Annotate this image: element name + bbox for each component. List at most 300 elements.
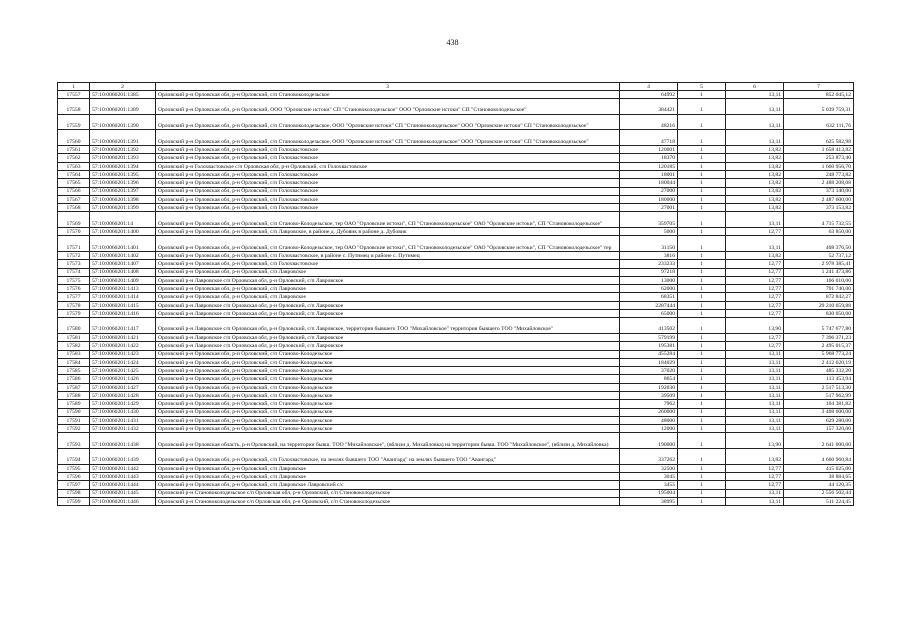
- area-value: 120001: [620, 146, 678, 154]
- cadastral-value: 2 556 502,44: [784, 489, 854, 497]
- address-description: Орловский р-н Орловская обл, р-н Орловский, с/п Голохвастовское: [156, 154, 620, 162]
- cadastral-number: 57:10:0060201:1438: [90, 433, 156, 449]
- rate-value: 13,11: [726, 497, 784, 505]
- table-row: [58, 146, 854, 154]
- address-description: Орловский р-н Орловская обл, р-н Орловский, с/п Голохвастовское: [156, 170, 620, 178]
- address-description: Орловский р-н Орловская обл, р-н Орловский, с/п Лавровское: [156, 293, 620, 301]
- table-row: [58, 162, 854, 170]
- area-value: 12000: [620, 425, 678, 433]
- rate-value: 12,77: [726, 285, 784, 293]
- table-body: [58, 91, 854, 506]
- table-row: [58, 383, 854, 391]
- address-description: Орловский р-н Орловская обл, р-н Орловский, с/п Голохвастовское, в районе с. Путимец и районе с. Путимец: [156, 251, 620, 259]
- cadastral-value: 29 210 659,88: [784, 301, 854, 309]
- quantity-value: 1: [678, 318, 726, 334]
- area-value: 68351: [620, 293, 678, 301]
- cadastral-value: 2 641 000,00: [784, 433, 854, 449]
- area-value: 38995: [620, 497, 678, 505]
- area-value: 413502: [620, 318, 678, 334]
- address-description: Орловский р-н Орловская обл, р-н Орловский, с/п Голохвастовское: [156, 204, 620, 212]
- cadastral-number: 57:10:0060201:1398: [90, 195, 156, 203]
- area-value: 31150: [620, 236, 678, 252]
- area-value: 180044: [620, 179, 678, 187]
- row-number: 17568: [58, 204, 90, 212]
- row-number: 17590: [58, 408, 90, 416]
- quantity-value: 1: [678, 433, 726, 449]
- row-number: 17578: [58, 301, 90, 309]
- address-description: Орловский р-н Орловская обл, р-н Орловский, с/п Станово-Колодезьское: [156, 391, 620, 399]
- area-value: 32500: [620, 464, 678, 472]
- cadastral-value: 5 039 759,31: [784, 99, 854, 115]
- cadastral-number: 57:10:0060201:1391: [90, 130, 156, 146]
- rate-value: 13,11: [726, 114, 784, 130]
- address-description: Орловский р-н Орловская обл, р-н Орловский, с/п Станово-Колодезьское, тер ОАО "Орловские истоки", СП "Становоколодезьское" ОАО "Орловские истоки", СП "Становоколодезьское": [156, 212, 620, 228]
- cadastral-number: 57:10:0060201:1421: [90, 333, 156, 341]
- rate-value: 13,82: [726, 179, 784, 187]
- col-header-6: 6: [726, 83, 784, 91]
- quantity-value: 1: [678, 146, 726, 154]
- quantity-value: 1: [678, 114, 726, 130]
- rate-value: 12,77: [726, 301, 784, 309]
- cadastral-table: [57, 82, 854, 506]
- cadastral-value: 166 010,00: [784, 276, 854, 284]
- col-header-4: 4: [620, 83, 678, 91]
- rate-value: 12,77: [726, 228, 784, 236]
- area-value: 3455: [620, 481, 678, 489]
- table-row: [58, 99, 854, 115]
- rate-value: 13,11: [726, 416, 784, 424]
- cadastral-value: 1 658 413,82: [784, 146, 854, 154]
- cadastral-number: 57:10:0060201:1400: [90, 228, 156, 236]
- row-number: 17582: [58, 342, 90, 350]
- row-number: 17597: [58, 481, 90, 489]
- rate-value: 12,77: [726, 333, 784, 341]
- area-value: 7962: [620, 400, 678, 408]
- row-number: 17592: [58, 425, 90, 433]
- quantity-value: 1: [678, 260, 726, 268]
- cadastral-value: 3 408 600,00: [784, 408, 854, 416]
- area-value: 48216: [620, 114, 678, 130]
- row-number: 17595: [58, 464, 90, 472]
- rate-value: 13,82: [726, 204, 784, 212]
- table-header: [58, 83, 854, 91]
- address-description: Орловский р-н Становоколодезьское с/п Орловская обл, р-н Орловский, с/п Становоколодезьское: [156, 497, 620, 505]
- area-value: 47718: [620, 130, 678, 146]
- area-value: 3816: [620, 251, 678, 259]
- cadastral-value: 7 396 371,23: [784, 333, 854, 341]
- area-value: 18001: [620, 170, 678, 178]
- cadastral-number: 57:10:0060201:1416: [90, 310, 156, 318]
- row-number: 17586: [58, 375, 90, 383]
- cadastral-value: 830 050,00: [784, 310, 854, 318]
- row-number: 17593: [58, 433, 90, 449]
- table-row: [58, 367, 854, 375]
- row-number: 17558: [58, 99, 90, 115]
- quantity-value: 1: [678, 251, 726, 259]
- row-number: 17599: [58, 497, 90, 505]
- quantity-value: 1: [678, 310, 726, 318]
- cadastral-value: 1 241 473,86: [784, 268, 854, 276]
- area-value: 8654: [620, 375, 678, 383]
- cadastral-value: 5 747 677,80: [784, 318, 854, 334]
- row-number: 17557: [58, 91, 90, 99]
- table-row: [58, 154, 854, 162]
- table-row: [58, 204, 854, 212]
- quantity-value: 1: [678, 400, 726, 408]
- row-number: 17575: [58, 276, 90, 284]
- cadastral-number: 57:10:0060201:1445: [90, 489, 156, 497]
- table-row: [58, 285, 854, 293]
- quantity-value: 1: [678, 212, 726, 228]
- cadastral-number: 57:10:0060201:1402: [90, 251, 156, 259]
- row-number: 17585: [58, 367, 90, 375]
- rate-value: 13,11: [726, 489, 784, 497]
- cadastral-number: 57:10:0060201:1395: [90, 170, 156, 178]
- rate-value: 13,11: [726, 375, 784, 383]
- row-number: 17577: [58, 293, 90, 301]
- row-number: 17576: [58, 285, 90, 293]
- cadastral-number: 57:10:0060201:1428: [90, 391, 156, 399]
- address-description: Орловский р-н Орловская обл, р-н Орловский, с/п Станово-Колодезьское: [156, 358, 620, 366]
- cadastral-value: 485 332,20: [784, 367, 854, 375]
- cadastral-value: 38 884,65: [784, 472, 854, 480]
- address-description: Орловский р-н Орловская обл, р-н Орловский, с/п Лавровское: [156, 285, 620, 293]
- table-row: [58, 114, 854, 130]
- cadastral-value: 4 715 732,55: [784, 212, 854, 228]
- address-description: Орловский р-н Орловская обл, р-н Орловский, с/п Лавровское: [156, 268, 620, 276]
- quantity-value: 1: [678, 408, 726, 416]
- cadastral-value: 2 517 513,30: [784, 383, 854, 391]
- area-value: 233233: [620, 260, 678, 268]
- rate-value: 12,77: [726, 342, 784, 350]
- area-value: 384421: [620, 99, 678, 115]
- row-number: 17598: [58, 489, 90, 497]
- table-row: [58, 449, 854, 465]
- area-value: 120185: [620, 162, 678, 170]
- cadastral-number: 57:10:0060201:1443: [90, 472, 156, 480]
- quantity-value: 1: [678, 367, 726, 375]
- table-row: [58, 472, 854, 480]
- address-description: Орловский р-н Орловская обл, р-н Орловский, с/п Голохвастовское: [156, 195, 620, 203]
- cadastral-number: 57:10:0060201:1427: [90, 383, 156, 391]
- cadastral-value: 791 740,00: [784, 285, 854, 293]
- quantity-value: 1: [678, 195, 726, 203]
- cadastral-value: 408 376,50: [784, 236, 854, 252]
- row-number: 17580: [58, 318, 90, 334]
- row-number: 17562: [58, 154, 90, 162]
- table-row: [58, 236, 854, 252]
- rate-value: 12,77: [726, 268, 784, 276]
- rate-value: 12,77: [726, 472, 784, 480]
- cadastral-value: 248 773,82: [784, 170, 854, 178]
- table-row: [58, 260, 854, 268]
- rate-value: 13,82: [726, 162, 784, 170]
- quantity-value: 1: [678, 449, 726, 465]
- rate-value: 13,90: [726, 318, 784, 334]
- quantity-value: 1: [678, 268, 726, 276]
- address-description: Орловский р-н Лавровское с/п Орловская обл, р-н Орловский, с/п Лавровское: [156, 342, 620, 350]
- table-row: [58, 497, 854, 505]
- table-row: [58, 481, 854, 489]
- cadastral-number: 57:10:0060201:1426: [90, 375, 156, 383]
- table-row: [58, 251, 854, 259]
- cadastral-value: 852 045,12: [784, 91, 854, 99]
- quantity-value: 1: [678, 472, 726, 480]
- rate-value: 13,82: [726, 187, 784, 195]
- area-value: 48000: [620, 416, 678, 424]
- address-description: Орловский р-н Лавровское с/п Орловская обл, р-н Орловский, с/п Лавровское, территория бывшего ТОО "Михайловское" территория бывшего ТОО "Михайловское": [156, 318, 620, 334]
- cadastral-number: 57:10:0060201:1439: [90, 449, 156, 465]
- address-description: Орловский р-н Лавровское с/п Орловская обл, р-н Орловский, с/п Лавровское: [156, 333, 620, 341]
- cadastral-value: 373 140,00: [784, 187, 854, 195]
- area-value: 190000: [620, 433, 678, 449]
- quantity-value: 1: [678, 416, 726, 424]
- cadastral-number: 57:10:0060201:1442: [90, 464, 156, 472]
- cadastral-number: 57:10:0060201:1431: [90, 416, 156, 424]
- address-description: Орловский р-н Голохвастовское с/п Орловская обл, р-н Орловский, с/п Голохвастовское: [156, 162, 620, 170]
- area-value: 3045: [620, 472, 678, 480]
- cadastral-value: 2 495 015,37: [784, 342, 854, 350]
- cadastral-value: 632 111,76: [784, 114, 854, 130]
- table-row: [58, 170, 854, 178]
- cadastral-value: 253 873,40: [784, 154, 854, 162]
- rate-value: 12,77: [726, 260, 784, 268]
- cadastral-number: 57:10:0060201:1396: [90, 179, 156, 187]
- rate-value: 13,90: [726, 433, 784, 449]
- cadastral-value: 625 582,98: [784, 130, 854, 146]
- rate-value: 13,82: [726, 146, 784, 154]
- cadastral-number: 57:10:0060201:1393: [90, 154, 156, 162]
- table-row: [58, 416, 854, 424]
- table-row: [58, 318, 854, 334]
- address-description: Орловский р-н Орловская обл, р-н Орловский, с/п Станово-Колодезьское: [156, 425, 620, 433]
- cadastral-number: 57:10:0060201:1415: [90, 301, 156, 309]
- rate-value: 13,82: [726, 154, 784, 162]
- address-description: Орловский р-н Орловская обл, р-н Орловский, с/п Станово-Колодезьское: [156, 350, 620, 358]
- area-value: 62000: [620, 285, 678, 293]
- cadastral-value: 2 412 620,19: [784, 358, 854, 366]
- row-number: 17571: [58, 236, 90, 252]
- address-description: Орловский р-н Орловская обл, р-н Орловский, с/п Голохвастовское, на землях бывшего ТОО "Авангард" на землях бывшего ТОО "Авангард": [156, 449, 620, 465]
- quantity-value: 1: [678, 130, 726, 146]
- cadastral-number: 57:10:0060201:1389: [90, 99, 156, 115]
- table-row: [58, 293, 854, 301]
- address-description: Орловский р-н Орловская обл, р-н Орловский, с/п Голохвастовское: [156, 187, 620, 195]
- quantity-value: 1: [678, 91, 726, 99]
- rate-value: 12,77: [726, 276, 784, 284]
- row-number: 17584: [58, 358, 90, 366]
- address-description: Орловский р-н Орловская обл, р-н Орловский, с/п Станово-Колодезьское: [156, 375, 620, 383]
- table-row: [58, 179, 854, 187]
- quantity-value: 1: [678, 350, 726, 358]
- row-number: 17572: [58, 251, 90, 259]
- address-description: Орловский р-н Орловская обл, р-н Орловский, с/п Голохвастовское: [156, 260, 620, 268]
- rate-value: 13,11: [726, 425, 784, 433]
- quantity-value: 1: [678, 391, 726, 399]
- area-value: 260000: [620, 408, 678, 416]
- address-description: Орловский р-н Лавровское с/п Орловская обл, р-н Орловский, с/п Лавровское: [156, 276, 620, 284]
- quantity-value: 1: [678, 481, 726, 489]
- row-number: 17596: [58, 472, 90, 480]
- table-row: [58, 408, 854, 416]
- address-description: Орловский р-н Лавровское с/п Орловская обл, р-н Орловский, с/п Лавровское: [156, 301, 620, 309]
- row-number: 17559: [58, 114, 90, 130]
- quantity-value: 1: [678, 333, 726, 341]
- area-value: 579199: [620, 333, 678, 341]
- table-row: [58, 228, 854, 236]
- col-header-7: 7: [784, 83, 854, 91]
- area-value: 65000: [620, 310, 678, 318]
- rate-value: 13,11: [726, 91, 784, 99]
- table-row: [58, 425, 854, 433]
- address-description: Орловский р-н Орловская обл, р-н Орловский, с/п Лавровское Лавровский с/с: [156, 481, 620, 489]
- quantity-value: 1: [678, 154, 726, 162]
- rate-value: 12,77: [726, 310, 784, 318]
- area-value: 39509: [620, 391, 678, 399]
- quantity-value: 1: [678, 383, 726, 391]
- address-description: Орловский р-н Орловская обл, р-н Орловский, с/п Голохвастовское: [156, 146, 620, 154]
- col-header-1: 1: [58, 83, 90, 91]
- page-number: 438: [446, 38, 459, 47]
- quantity-value: 1: [678, 375, 726, 383]
- row-number: 17591: [58, 416, 90, 424]
- row-number: 17569: [58, 212, 90, 228]
- address-description: Орловский р-н Орловская обл, р-н Орловский, с/п Становоколодезьское: [156, 91, 620, 99]
- rate-value: 12,77: [726, 481, 784, 489]
- table-row: [58, 310, 854, 318]
- table-row: [58, 375, 854, 383]
- row-number: 17589: [58, 400, 90, 408]
- area-value: 97218: [620, 268, 678, 276]
- cadastral-number: 57:10:0060201:1430: [90, 408, 156, 416]
- address-description: Орловский р-н Лавровское с/п Орловская обл, р-н Орловский, с/п Лавровское: [156, 310, 620, 318]
- row-number: 17594: [58, 449, 90, 465]
- row-number: 17581: [58, 333, 90, 341]
- address-description: Орловский р-н Становоколодезьское с/п Орловская обл, р-н Орловский, с/п Становоколодезьское: [156, 489, 620, 497]
- area-value: 18370: [620, 154, 678, 162]
- area-value: 27000: [620, 187, 678, 195]
- rate-value: 13,11: [726, 99, 784, 115]
- rate-value: 13,82: [726, 195, 784, 203]
- area-value: 5000: [620, 228, 678, 236]
- cadastral-value: 113 453,94: [784, 375, 854, 383]
- area-value: 13000: [620, 276, 678, 284]
- cadastral-value: 415 025,00: [784, 464, 854, 472]
- table-row: [58, 301, 854, 309]
- rate-value: 12,77: [726, 293, 784, 301]
- cadastral-value: 157 320,00: [784, 425, 854, 433]
- cadastral-value: 517 962,99: [784, 391, 854, 399]
- address-description: Орловский р-н Орловская обл, р-н Орловский, с/п Станово-Колодезьское: [156, 416, 620, 424]
- cadastral-value: 511 224,45: [784, 497, 854, 505]
- cadastral-value: 4 660 960,84: [784, 449, 854, 465]
- area-value: 184029: [620, 358, 678, 366]
- row-number: 17566: [58, 187, 90, 195]
- rate-value: 13,11: [726, 350, 784, 358]
- cadastral-number: 57:10:0060201:1422: [90, 342, 156, 350]
- cadastral-value: 44 120,35: [784, 481, 854, 489]
- rate-value: 13,82: [726, 170, 784, 178]
- rate-value: 13,82: [726, 251, 784, 259]
- quantity-value: 1: [678, 301, 726, 309]
- cadastral-number: 57:10:0060201:1409: [90, 276, 156, 284]
- row-number: 17563: [58, 162, 90, 170]
- table-row: [58, 333, 854, 341]
- quantity-value: 1: [678, 489, 726, 497]
- row-number: 17573: [58, 260, 90, 268]
- row-number: 17570: [58, 228, 90, 236]
- row-number: 17560: [58, 130, 90, 146]
- table-row: [58, 350, 854, 358]
- area-value: 27001: [620, 204, 678, 212]
- quantity-value: 1: [678, 464, 726, 472]
- table-row: [58, 212, 854, 228]
- quantity-value: 1: [678, 236, 726, 252]
- cadastral-number: 57:10:0060201:1417: [90, 318, 156, 334]
- table-row: [58, 130, 854, 146]
- address-description: Орловский р-н Орловская область, р-н Орловский, на территории бывш. ТОО "Михайловское", (вблизи д. Михайловка) на территории бывш. ТОО "Михайловское", (вблизи д. Михайловка): [156, 433, 620, 449]
- row-number: 17583: [58, 350, 90, 358]
- address-description: Орловский р-н Орловская обл, р-н Орловский, с/п Голохвастовское: [156, 179, 620, 187]
- quantity-value: 1: [678, 99, 726, 115]
- address-description: Орловский р-н Орловская обл, р-н Орловский, ООО "Орловские истоки" СП "Становоколодезьское" ООО "Орловские истоки" СП "Становоколодезьское": [156, 99, 620, 115]
- address-description: Орловский р-н Орловская обл, р-н Орловский, с/п Становоколодезьское, ООО "Орловские истоки" СП "Становоколодезьское" ООО "Орловские истоки" СП "Становоколодезьское": [156, 130, 620, 146]
- address-description: Орловский р-н Орловская обл, р-н Орловский, с/п Лавровское, в районе д. Дубовик в районе д. Дубовик: [156, 228, 620, 236]
- area-value: 64992: [620, 91, 678, 99]
- quantity-value: 1: [678, 285, 726, 293]
- quantity-value: 1: [678, 342, 726, 350]
- quantity-value: 1: [678, 497, 726, 505]
- area-value: 359705: [620, 212, 678, 228]
- cadastral-number: 57:10:0060201:1394: [90, 162, 156, 170]
- address-description: Орловский р-н Орловская обл, р-н Орловский, с/п Станово-Колодезьское: [156, 367, 620, 375]
- table-row: [58, 342, 854, 350]
- cadastral-number: 57:10:0060201:1446: [90, 497, 156, 505]
- address-description: Орловский р-н Орловская обл, р-н Орловский, с/п Лавровское: [156, 464, 620, 472]
- cadastral-number: 57:10:0060201:1432: [90, 425, 156, 433]
- table-row: [58, 268, 854, 276]
- quantity-value: 1: [678, 228, 726, 236]
- rate-value: 13,11: [726, 367, 784, 375]
- cadastral-number: 57:10:0060201:1429: [90, 400, 156, 408]
- quantity-value: 1: [678, 293, 726, 301]
- row-number: 17574: [58, 268, 90, 276]
- cadastral-number: 57:10:0060201:1397: [90, 187, 156, 195]
- quantity-value: 1: [678, 179, 726, 187]
- row-number: 17561: [58, 146, 90, 154]
- col-header-2: 2: [90, 83, 156, 91]
- cadastral-number: 57:10:0060201:1401: [90, 236, 156, 252]
- quantity-value: 1: [678, 162, 726, 170]
- rate-value: 13,11: [726, 383, 784, 391]
- cadastral-number: 57:10:0060201:1423: [90, 350, 156, 358]
- cadastral-value: 104 381,82: [784, 400, 854, 408]
- table-row: [58, 276, 854, 284]
- cadastral-value: 52 737,12: [784, 251, 854, 259]
- rate-value: 12,77: [726, 464, 784, 472]
- table-row: [58, 464, 854, 472]
- address-description: Орловский р-н Орловская обл, р-н Орловский, с/п Лавровское: [156, 472, 620, 480]
- rate-value: 13,11: [726, 130, 784, 146]
- row-number: 17587: [58, 383, 90, 391]
- address-description: Орловский р-н Орловская обл, р-н Орловский, с/п Станово-Колодезьское, тер ОАО "Орловские истоки", СП "Становоколодезьское" ОАО "Орловские истоки", СП "Становоколодезьское" тер: [156, 236, 620, 252]
- cadastral-number: 57:10:0060201:1413: [90, 285, 156, 293]
- rate-value: 13,11: [726, 358, 784, 366]
- cadastral-number: 57:10:0060201:14: [90, 212, 156, 228]
- address-description: Орловский р-н Орловская обл, р-н Орловский, с/п Становоколодезьское, ООО "Орловские истоки" СП "Становоколодезьское" ООО "Орловские истоки" СП "Становоколодезьское": [156, 114, 620, 130]
- row-number: 17564: [58, 170, 90, 178]
- area-value: 2287444: [620, 301, 678, 309]
